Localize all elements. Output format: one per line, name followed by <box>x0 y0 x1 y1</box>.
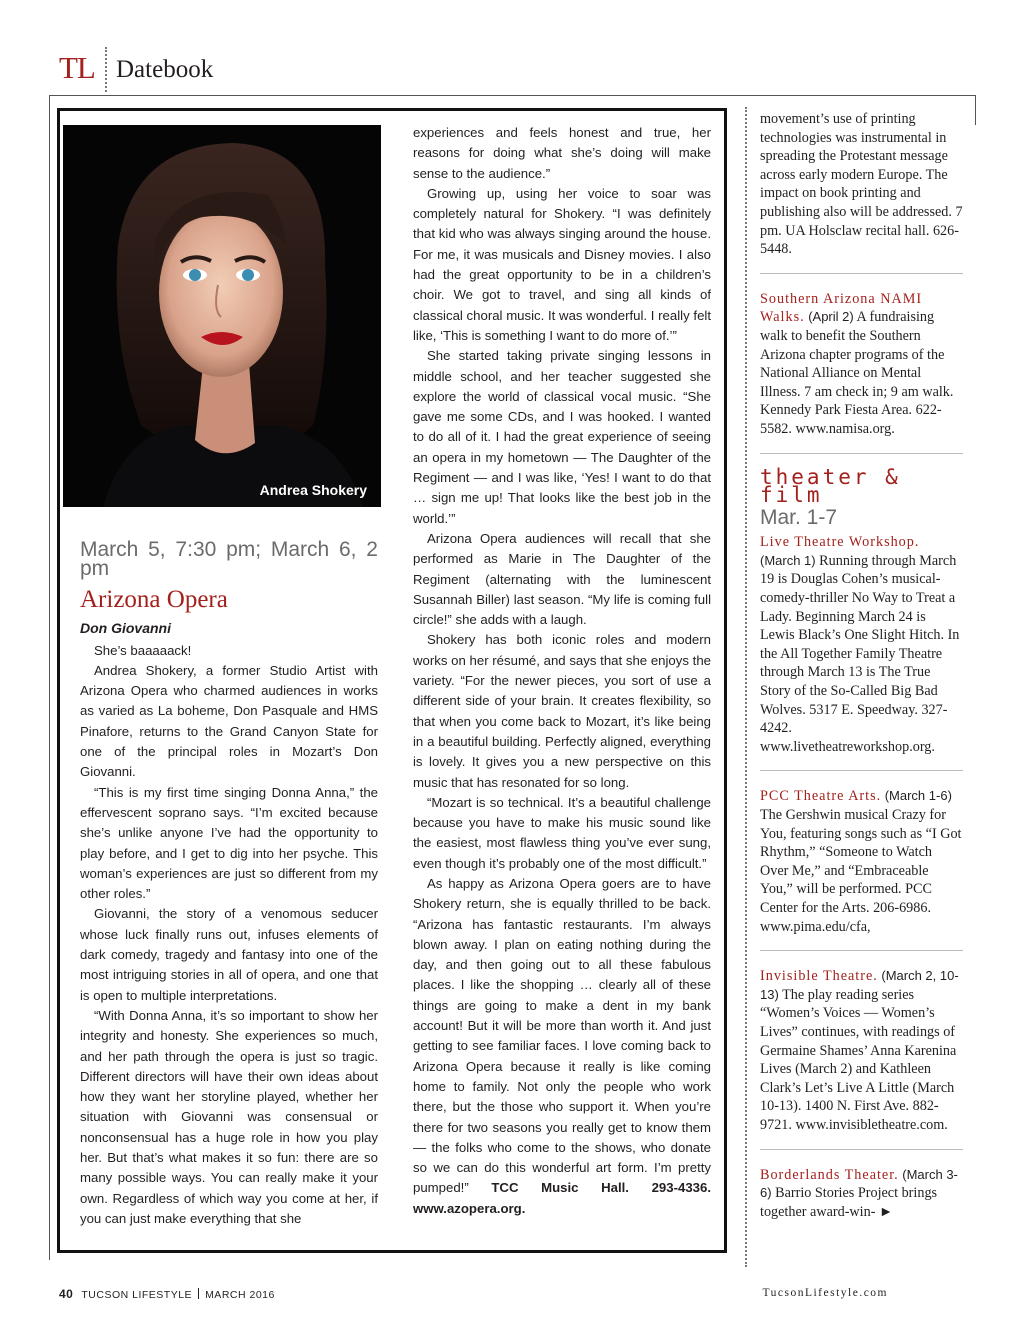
article-paragraph: Growing up, using her voice to soar was completely natural for Shokery. “I was definitely that kid who was always singing around the house. For me, it was musicals and Disney movies. I also had the great opportunity to be in a children’s choir. We got to travel, and sing all kinds of classical choral music. It was wonderful. I really felt like, ‘This is something I want to do more of.’” <box>413 185 711 343</box>
listing-title: Live Theatre Workshop. <box>760 534 920 551</box>
article-paragraph: She’s baaaaack! <box>94 642 192 658</box>
listing-divider <box>760 770 963 771</box>
issue-date: MARCH 2016 <box>205 1289 275 1301</box>
listing-item <box>760 967 963 1134</box>
listing-item <box>760 1166 963 1222</box>
article-paragraph: Giovanni, the story of a venomous seducer whose luck finally runs out, infuses elements of dark comedy, tragedy and fantasy into one of the most intriguing stories in all of opera, and one that is open to multiple interpretations. <box>80 906 378 1003</box>
listing-date: (March 2, 10-13) <box>760 968 959 1002</box>
article-paragraph: She started taking private singing lessons in middle school, and her teacher suggested she explore the world of classical vocal music. “She gave me some CDs, and I was hooked. I wanted to do all of it. I had the great experience of seeing an opera in my hometown — The Daughter of the Regiment — and I was like, ‘Yes! I want to do that … sign me up! That looks like the best job in the world.’” <box>413 348 711 526</box>
listing-item <box>760 787 963 936</box>
listing-title: Borderlands Theater. <box>760 1166 899 1183</box>
article-paragraph: Arizona Opera audiences will recall that she performed as Marie in The Daughter of the Regiment (alternating with the luminescent Susannah Biller) last season. “My life is coming full circle!” she adds with a laugh. <box>413 530 711 628</box>
feature-middle-column <box>413 123 711 1219</box>
listing-body: The Gershwin musical Crazy for You, featuring songs such as “I Got Rhythm,” “Someone to Watch Over Me,” and “Embraceable You,” will be performed. PCC Center for the Arts. 206-6986. www.pima.edu/cfa, <box>760 807 962 935</box>
listing-item <box>760 533 963 756</box>
event-contact: TCC Music Hall. 293-4336. www.azopera.org. <box>413 1180 711 1216</box>
listing-continued: movement’s use of printing technologies was instrumental in spreading the Protestant message across early modern Europe. The impact on book printing and publishing also will be addressed. 7 pm. UA Holsclaw recital hall. 626-5448. <box>760 111 963 258</box>
listing-title: Invisible Theatre. <box>760 968 878 985</box>
magazine-name: TUCSON LIFESTYLE <box>81 1289 193 1301</box>
listing-divider <box>760 453 963 454</box>
portrait-image <box>63 125 381 507</box>
article-paragraph: experiences and feels honest and true, her reasons for doing what she’s doing will make sense to the audience.” <box>413 125 711 181</box>
page-left-rule <box>49 95 50 1260</box>
listing-divider <box>760 1149 963 1150</box>
listing-body: Barrio Stories Project brings together award-win- ► <box>760 1185 938 1220</box>
feature-left-column <box>80 540 378 1229</box>
listing-body: Running through March 19 is Douglas Cohen’s musical-comedy-thriller No Way to Treat a Lady. Beginning March 24 is Lewis Black’s One Slight Hitch. In the All Together Family Theatre through March 13 is The True Story of the So-Called Big Bad Wolves. 5317 E. Speedway. 327-4242. www.livetheatreworkshop.org. <box>760 552 960 755</box>
listing-date: (March 1) <box>760 552 816 568</box>
page-footer-left <box>59 1287 275 1301</box>
listing-nami <box>760 290 963 439</box>
article-paragraph: “Mozart is so technical. It’s a beautiful challenge because you have to make his music sound like the easiest, most flawless thing you’ve ever sung, even though it’s probably one of the most difficult.” <box>413 794 711 871</box>
listing-date: (March 1-6) <box>884 788 952 804</box>
listing-divider <box>760 950 963 951</box>
event-show-title: Don Giovanni <box>80 620 171 637</box>
listings-sidebar <box>760 110 963 1221</box>
magazine-logo: TL <box>59 50 95 85</box>
article-paragraph: “This is my first time singing Donna Anna,” the effervescent soprano says. “I’m excited because she’s unlike anyone I’ve had the opportunity to play before, and I get to dig into her psyche. This woman’s experiences are just so different from my other roles.” <box>80 784 378 902</box>
header-rule <box>49 95 976 96</box>
event-venue: Arizona Opera <box>80 586 228 613</box>
article-paragraph: “With Donna Anna, it’s so important to show her integrity and honesty. She experiences so much, and her path through the opera is just so tragic. Different directors will have their own ideas about how they want her storyline played, whether her situation with Giovanni was consensual or nonconsensual has a huge role in how you play her. But that’s what makes it so fun: there are so many possible ways. You can really make it your own. Regardless of which way you come at her, if you can just make everything that she <box>80 1007 378 1226</box>
portrait-photo <box>63 125 381 507</box>
header-rule-tick <box>975 95 976 125</box>
category-heading: theater & film <box>760 464 901 508</box>
listing-body: A fundraising walk to benefit the Southern Arizona chapter programs of the National Alliance on Mental Illness. 7 am check in; 9 am walk. Kennedy Park Fiesta Area. 622-5582. www.namisa.org. <box>760 309 954 437</box>
listing-divider <box>760 273 963 274</box>
category-date-range: Mar. 1-7 <box>760 505 838 529</box>
footer-separator <box>198 1288 199 1299</box>
article-paragraph-text: As happy as Arizona Opera goers are to have Shokery return, she is equally thrilled to be back. “Arizona has fantastic restaurants. I’m always blown away. I plan on eating nothing during the day, and then going out to all these fabulous places. I like the shopping … clearly all of these things are going to make a dent in my bank account! But it will be more than worth it. And just getting to see familiar faces. I love coming back to Arizona Opera because it really is like coming home to family. Not only the people who work there, but the those who support it. When you’re there for two seasons you really get to know them — the folks who come to the shows, who donate so we can do this wonderful art form. I’m pretty pumped!” <box>413 875 711 1196</box>
photo-caption: Andrea Shokery <box>259 482 367 498</box>
column-divider <box>745 107 747 1267</box>
page-number: 40 <box>59 1287 74 1301</box>
listing-title: PCC Theatre Arts. <box>760 788 882 805</box>
magazine-url: TucsonLifestyle.com <box>762 1287 888 1299</box>
header-divider <box>105 47 107 92</box>
event-dates: March 5, 7:30 pm; March 6, 2 pm <box>80 538 378 580</box>
article-paragraph <box>413 874 711 1219</box>
article-paragraph: Shokery has both iconic roles and modern works on her résumé, and says that she enjoys the variety. “For the newer pieces, you sort of use a different side of your brain. It creates flexibility, so that when you come back to Mozart, it’s like being in a beautiful building. Perfectly aligned, everything is lovely. It gives you a new perspective on this music that has resonated for so long. <box>413 632 711 790</box>
listing-title: Southern Arizona NAMI Walks. <box>760 290 923 326</box>
article-paragraph: Andrea Shokery, a former Studio Artist with Arizona Opera who charmed audiences in works as varied as La boheme, Don Pasquale and HMS Pinafore, returns to the Grand Canyon State for one of the principal roles in Mozart’s Don Giovanni. <box>80 662 378 780</box>
section-title: Datebook <box>116 56 214 83</box>
listing-date: (March 3-6) <box>760 1166 958 1201</box>
listing-date: (April 2) <box>808 309 854 325</box>
listing-body: The play reading series “Women’s Voices — Women’s Lives” continues, with readings of Germaine Shames’ Anna Karenina Lives (March 2) and Kathleen Clark’s Let’s Live A Little (March 10-13). 1400 N. First Ave. 882-9721. www.invisibletheatre.com. <box>760 986 957 1133</box>
